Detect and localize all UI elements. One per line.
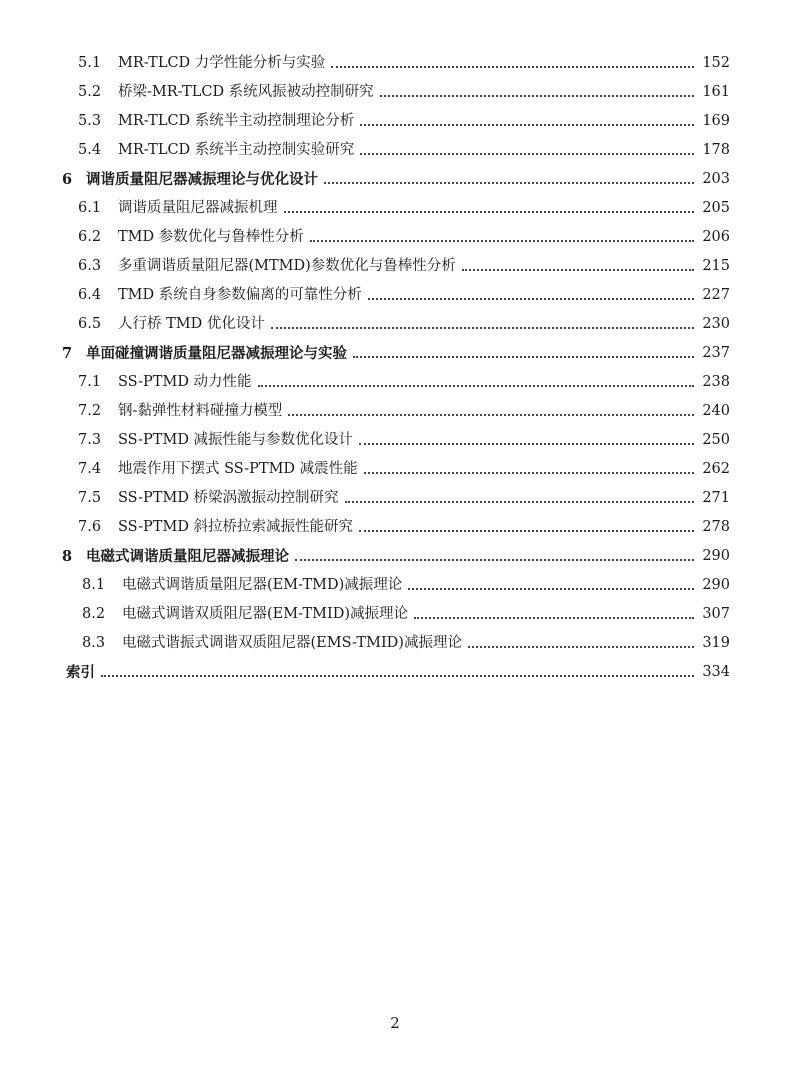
- page-number: 205: [702, 200, 730, 216]
- toc-entry-5-3[interactable]: [0, 107, 790, 136]
- dot-leader: [380, 94, 694, 97]
- toc-entry-6-3[interactable]: [0, 252, 790, 281]
- page-number: 262: [702, 461, 730, 477]
- toc-entry-8-3[interactable]: [0, 629, 790, 658]
- dot-leader: [462, 268, 694, 271]
- page-number: 250: [702, 432, 730, 448]
- section-number: 7.3: [78, 432, 102, 448]
- dot-leader: [284, 210, 695, 213]
- section-number: 8.3: [82, 635, 106, 651]
- toc-entry-7-4[interactable]: [0, 455, 790, 484]
- section-title: TMD 参数优化与鲁棒性分析: [118, 229, 304, 245]
- page-number: 227: [702, 287, 730, 303]
- toc-entry-7-3[interactable]: [0, 426, 790, 455]
- section-title: 地震作用下摆式 SS-PTMD 减震性能: [118, 461, 358, 477]
- section-number: 7.5: [78, 490, 102, 506]
- section-title: TMD 系统自身参数偏离的可靠性分析: [118, 287, 362, 303]
- dot-leader: [360, 123, 694, 126]
- dot-leader: [359, 442, 694, 445]
- toc-entry-7-6[interactable]: [0, 513, 790, 542]
- section-title: 人行桥 TMD 优化设计: [118, 316, 265, 332]
- page-number: 178: [702, 142, 730, 158]
- section-number: 6.3: [78, 258, 102, 274]
- toc-index[interactable]: [0, 658, 790, 687]
- page-number: 238: [702, 374, 730, 390]
- page-number: 206: [702, 229, 730, 245]
- section-title: MR-TLCD 力学性能分析与实验: [118, 55, 326, 71]
- toc-entry-8-2[interactable]: [0, 600, 790, 629]
- section-title: 调谐质量阻尼器减振机理: [118, 200, 278, 216]
- page-number: 152: [702, 55, 730, 71]
- section-title: 桥梁-MR-TLCD 系统风振被动控制研究: [118, 84, 374, 100]
- dot-leader: [468, 645, 694, 648]
- table-of-contents: [0, 49, 790, 687]
- section-number: 5.4: [78, 142, 102, 158]
- dot-leader: [353, 355, 694, 358]
- page-number: 278: [702, 519, 730, 535]
- dot-leader: [359, 529, 694, 532]
- toc-entry-5-4[interactable]: [0, 136, 790, 165]
- section-title: SS-PTMD 减振性能与参数优化设计: [118, 432, 354, 448]
- section-title: SS-PTMD 桥梁涡激振动控制研究: [118, 490, 339, 506]
- section-number: 6.1: [78, 200, 102, 216]
- section-title: 多重调谐质量阻尼器(MTMD)参数优化与鲁棒性分析: [118, 258, 456, 274]
- dot-leader: [331, 65, 694, 68]
- section-number: 6.4: [78, 287, 102, 303]
- footer-page-number: 2: [390, 1014, 400, 1032]
- toc-chapter-7[interactable]: [0, 339, 790, 368]
- toc-entry-7-1[interactable]: [0, 368, 790, 397]
- chapter-title: 单面碰撞调谐质量阻尼器减振理论与实验: [86, 345, 347, 362]
- toc-entry-5-1[interactable]: [0, 49, 790, 78]
- dot-leader: [288, 413, 694, 416]
- section-title: 电磁式谐振式调谐双质阻尼器(EMS-TMID)减振理论: [122, 635, 462, 651]
- section-title: 电磁式调谐质量阻尼器(EM-TMD)减振理论: [122, 577, 403, 593]
- section-title: 电磁式调谐双质阻尼器(EM-TMID)减振理论: [122, 606, 408, 622]
- chapter-number: 6: [62, 171, 73, 188]
- dot-leader: [345, 500, 694, 503]
- page-number: 230: [702, 316, 730, 332]
- page-number: 290: [702, 548, 730, 564]
- toc-entry-8-1[interactable]: [0, 571, 790, 600]
- section-title: 钢-黏弹性材料碰撞力模型: [118, 403, 283, 419]
- page-number: 271: [702, 490, 730, 506]
- chapter-number: 7: [62, 345, 73, 362]
- section-number: 7.4: [78, 461, 102, 477]
- toc-chapter-6[interactable]: [0, 165, 790, 194]
- page-number: 240: [702, 403, 730, 419]
- section-number: 8.1: [82, 577, 106, 593]
- toc-entry-7-5[interactable]: [0, 484, 790, 513]
- dot-leader: [360, 152, 694, 155]
- chapter-title: 调谐质量阻尼器减振理论与优化设计: [86, 171, 318, 188]
- page-number: 215: [702, 258, 730, 274]
- section-number: 5.3: [78, 113, 102, 129]
- page-number: 169: [702, 113, 730, 129]
- section-number: 7.6: [78, 519, 102, 535]
- toc-chapter-8[interactable]: [0, 542, 790, 571]
- page-number: 307: [702, 606, 730, 622]
- section-number: 6.5: [78, 316, 102, 332]
- section-number: 7.2: [78, 403, 102, 419]
- dot-leader: [368, 297, 694, 300]
- section-number: 8.2: [82, 606, 106, 622]
- section-number: 5.2: [78, 84, 102, 100]
- section-title: MR-TLCD 系统半主动控制实验研究: [118, 142, 355, 158]
- dot-leader: [324, 181, 694, 184]
- dot-leader: [295, 558, 694, 561]
- dot-leader: [271, 326, 694, 329]
- page-number: 334: [702, 664, 730, 680]
- section-title: MR-TLCD 系统半主动控制理论分析: [118, 113, 355, 129]
- dot-leader: [101, 674, 694, 677]
- chapter-title: 电磁式调谐质量阻尼器减振理论: [86, 548, 289, 565]
- section-number: 6.2: [78, 229, 102, 245]
- toc-entry-6-1[interactable]: [0, 194, 790, 223]
- page-number: 161: [702, 84, 730, 100]
- page-number: 203: [702, 171, 730, 187]
- page-number: 237: [702, 345, 730, 361]
- dot-leader: [310, 239, 694, 242]
- chapter-number: 8: [62, 548, 73, 565]
- section-number: 5.1: [78, 55, 102, 71]
- toc-entry-5-2[interactable]: [0, 78, 790, 107]
- section-number: 7.1: [78, 374, 102, 390]
- dot-leader: [414, 616, 694, 619]
- toc-entry-6-5[interactable]: [0, 310, 790, 339]
- toc-entry-7-2[interactable]: [0, 397, 790, 426]
- index-title: 索引: [66, 664, 95, 681]
- toc-entry-6-4[interactable]: [0, 281, 790, 310]
- dot-leader: [364, 471, 694, 474]
- section-title: SS-PTMD 斜拉桥拉索减振性能研究: [118, 519, 354, 535]
- dot-leader: [258, 384, 694, 387]
- toc-entry-6-2[interactable]: [0, 223, 790, 252]
- dot-leader: [408, 587, 694, 590]
- section-title: SS-PTMD 动力性能: [118, 374, 252, 390]
- page-number: 319: [702, 635, 730, 651]
- page-number: 290: [702, 577, 730, 593]
